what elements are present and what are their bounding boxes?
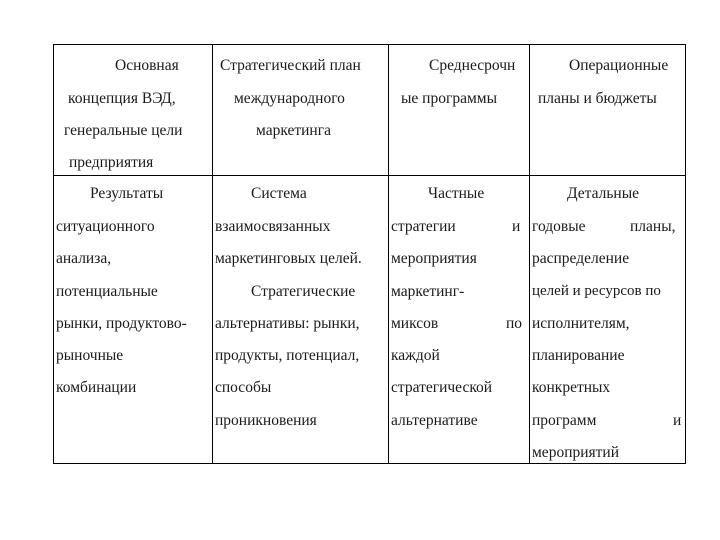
cell-text-line: каждой — [391, 347, 440, 364]
header-text-line: Основная — [115, 57, 179, 74]
row-divider — [54, 175, 685, 176]
cell-text-line: исполнителям, — [532, 315, 630, 332]
cell-text-line: Частные — [428, 185, 485, 202]
cell-text-line: взаимосвязанных — [215, 218, 331, 235]
cell-text-line: и — [512, 218, 521, 235]
cell-text-line: стратегической — [391, 379, 493, 396]
cell-text-line: рынки, продуктово- — [56, 315, 187, 332]
cell-text-line: конкретных — [532, 379, 611, 396]
cell-text-line: и — [673, 412, 682, 429]
cell-text-line: годовые — [532, 218, 586, 235]
cell-text-line: миксов — [391, 315, 439, 332]
cell-text-line: альтернативы: рынки, — [215, 315, 360, 332]
cell-text-line: планы, — [630, 218, 676, 235]
cell-text-line: рыночные — [56, 347, 124, 364]
cell-text-line: по — [506, 315, 523, 332]
cell-text-line: программ — [532, 412, 597, 429]
cell-text-line: потенциальные — [56, 283, 158, 300]
cell-text-line: ситуационного — [56, 218, 155, 235]
cell-text-line: планирование — [532, 347, 625, 364]
cell-text-line: маркетинговых целей. — [215, 250, 362, 267]
header-text-line: ые программы — [401, 90, 497, 107]
header-text-line: Стратегический план — [220, 57, 361, 74]
cell-text-line: маркетинг- — [391, 283, 465, 300]
header-text-line: маркетинга — [256, 122, 331, 139]
header-text-line: генеральные цели — [64, 122, 183, 139]
cell-text-line: анализа, — [56, 250, 112, 267]
cell-text-line: Стратегические — [251, 283, 356, 300]
column-divider-3 — [529, 45, 530, 463]
cell-text-line: распределение — [532, 250, 630, 267]
cell-text-line: комбинации — [56, 379, 137, 396]
cell-text-line: мероприятия — [391, 250, 477, 267]
cell-text-line: продукты, потенциал, — [215, 347, 360, 364]
cell-text-line: способы — [215, 379, 272, 396]
cell-text-line: Детальные — [567, 185, 640, 202]
cell-text-line: проникновения — [215, 412, 317, 429]
column-divider-2 — [388, 45, 389, 463]
cell-text-line: стратегии — [391, 218, 456, 235]
cell-text-line: Результаты — [90, 185, 164, 202]
cell-text-line: мероприятий — [532, 444, 620, 461]
header-text-line: планы и бюджеты — [538, 90, 657, 107]
header-text-line: Операционные — [569, 57, 669, 74]
header-text-line: концепция ВЭД, — [68, 90, 176, 107]
cell-text-line: альтернативе — [391, 412, 478, 429]
header-text-line: предприятия — [69, 154, 154, 171]
column-divider-1 — [212, 45, 213, 463]
cell-text-line: Система — [251, 185, 307, 202]
header-text-line: международного — [234, 90, 345, 107]
cell-text-line: целей и ресурсов по — [532, 283, 661, 299]
header-text-line: Среднесрочн — [429, 57, 516, 74]
